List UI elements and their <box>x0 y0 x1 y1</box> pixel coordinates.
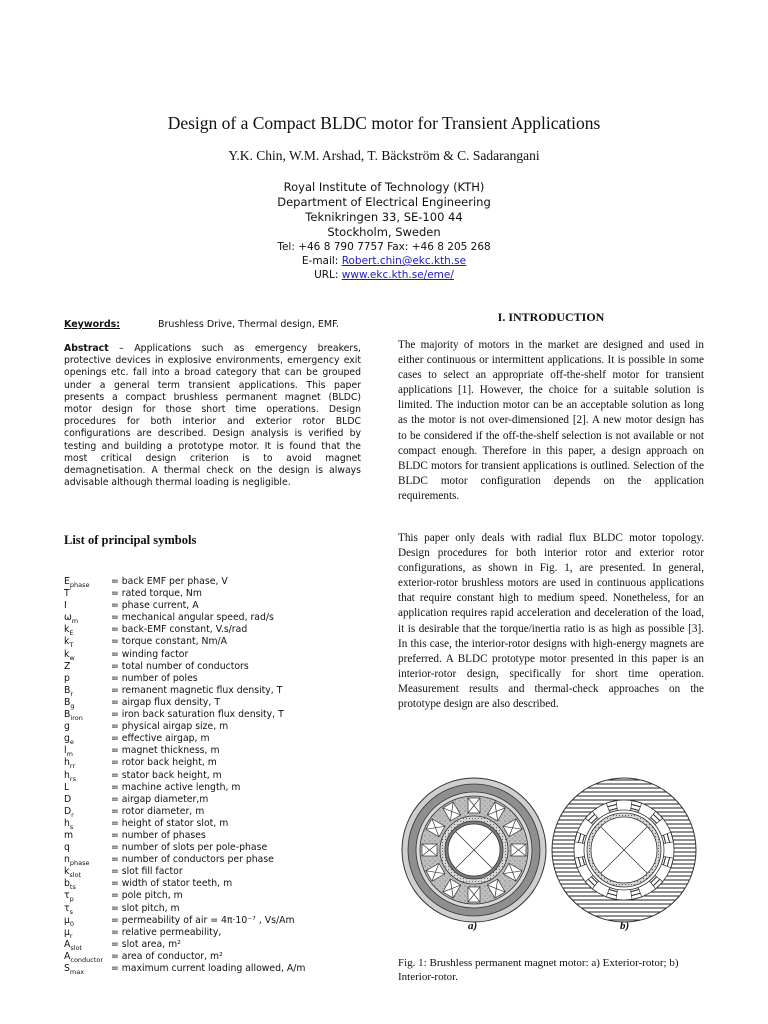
symbol-row <box>64 636 364 648</box>
symbol-main: Z <box>64 660 71 672</box>
url-link[interactable]: www.ekc.kth.se/eme/ <box>341 269 454 281</box>
symbol-description: = width of stator teeth, m <box>111 878 233 890</box>
exterior-rotor-motor <box>402 778 546 922</box>
institute: Royal Institute of Technology (KTH) <box>283 180 485 194</box>
intro-paragraph-2: This paper only deals with radial flux BLDC motor topology. Design procedures for both interior rotor and exterior rotor configurations, as shown in Fig. 1, are presented. In general, exterior-rotor brushless motors are used in continuous applications that require constant high to medium speed. Nonetheless, for an application requires rapid acceleration and deceleration of the load, it is desirable that the torque/inertia ratio is as high as possible [3]. In this case, the interior-rotor designs with high-energy magnets are preferred. A BLDC prototype motor presented in this paper is an interior-rotor design, specifically for short time operation. Measurement results and thermal-check approaches on the prototype design are also described. <box>398 532 704 711</box>
symbol-main: τ <box>64 902 70 914</box>
symbol-main: g <box>64 721 70 733</box>
symbol-row <box>64 576 364 588</box>
symbol-row <box>64 794 364 806</box>
symbol-row <box>64 757 364 769</box>
keywords-text: Brushless Drive, Thermal design, EMF. <box>158 319 340 330</box>
symbol-description: = airgap diameter,m <box>111 793 209 805</box>
symbol-main: E <box>64 576 70 587</box>
affiliation-block <box>0 180 768 282</box>
symbol-row <box>64 939 364 951</box>
symbol-main: h <box>64 769 70 781</box>
email-label: E-mail: <box>301 255 342 267</box>
symbol-subscript: g <box>70 701 75 710</box>
symbol-subscript: r <box>70 689 74 698</box>
symbol-description: = remanent magnetic flux density, T <box>111 684 283 696</box>
symbol-row <box>64 673 364 685</box>
symbol-main: b <box>64 878 70 890</box>
keywords <box>64 319 339 330</box>
symbol-main: p <box>64 672 70 684</box>
symbol-subscript: r <box>71 810 74 819</box>
symbol-main: m <box>64 829 74 841</box>
symbol-main: k <box>64 636 70 648</box>
symbol-main: g <box>64 733 70 745</box>
symbol-description: = area of conductor, m² <box>111 950 223 962</box>
symbol-description: = physical airgap size, m <box>111 721 229 733</box>
symbol-main: τ <box>64 890 70 902</box>
symbol-main: μ <box>64 914 70 926</box>
symbol-subscript: slot <box>69 871 82 880</box>
symbol-subscript: w <box>69 653 75 662</box>
symbol-description: = permeability of air = 4π·10⁻⁷ , Vs/Am <box>111 914 295 926</box>
symbol-row <box>64 963 364 975</box>
symbol-description: = iron back saturation flux density, T <box>111 709 284 721</box>
symbol-main: k <box>64 648 70 660</box>
symbol-row <box>64 709 364 721</box>
symbol-row <box>64 878 364 890</box>
symbol-row <box>64 649 364 661</box>
symbol <box>64 963 112 978</box>
symbol-row <box>64 890 364 902</box>
symbol-row <box>64 951 364 963</box>
symbol-description: = phase current, A <box>111 600 199 612</box>
symbol-description: = back EMF per phase, V <box>111 576 228 587</box>
symbol-row <box>64 745 364 757</box>
symbol-description: = relative permeability, <box>111 926 222 938</box>
figure-caption: Fig. 1: Brushless permanent magnet motor: a) Exterior-rotor; b) Interior-rotor. <box>398 957 679 983</box>
paper-authors: Y.K. Chin, W.M. Arshad, T. Bäckström & C. Sadarangani <box>228 148 540 163</box>
symbol-row <box>64 624 364 636</box>
symbol-row <box>64 733 364 745</box>
symbol-main: k <box>64 866 70 878</box>
symbol-row <box>64 721 364 733</box>
symbol-row <box>64 588 364 600</box>
intro-paragraph-1: The majority of motors in the market are designed and used in either continuous or intermittent applications. It is possible in some cases to select an appropriate off-the-shelf motor for transient applications [1]. However, the choice for a suitable solution is limited. The induction motor can be an acceptable solution as long as the motor is not over-dimensioned [2]. A new motor design has to be considered if the off-the-shelf selection is not available or not compact enough. Therefore in this paper, a design approach on BLDC motors for transient applications is outlined. Selection of the BLDC motor configuration depends on the application requirements. <box>398 339 704 502</box>
symbol-main: l <box>64 745 67 757</box>
symbol-row <box>64 661 364 673</box>
symbol-description: = slot pitch, m <box>111 902 180 914</box>
symbol-main: h <box>64 817 70 829</box>
symbols-list <box>64 576 364 975</box>
symbol-subscript: s <box>69 822 74 831</box>
symbol-description: = stator back height, m <box>111 769 222 781</box>
symbol-subscript: E <box>69 629 74 638</box>
symbol-row <box>64 770 364 782</box>
symbol-row <box>64 830 364 842</box>
symbol-subscript: T <box>69 641 74 650</box>
symbol-description: = number of conductors per phase <box>111 854 274 866</box>
symbol-row <box>64 600 364 612</box>
abstract-label: Abstract <box>64 343 109 354</box>
symbol-main: A <box>64 950 71 962</box>
motor-cross-sections <box>398 776 704 936</box>
symbol-subscript: s <box>69 907 73 916</box>
symbol-description: = maximum current loading allowed, A/m <box>111 963 306 974</box>
symbol-main: h <box>64 757 70 769</box>
symbol-row <box>64 903 364 915</box>
symbol-description: = magnet thickness, m <box>111 745 220 757</box>
department: Department of Electrical Engineering <box>277 195 491 209</box>
symbol-subscript: 0 <box>69 919 75 928</box>
url-line <box>0 268 768 282</box>
figure-1 <box>398 776 704 936</box>
symbol-main: D <box>64 805 72 817</box>
symbol-subscript: phase <box>69 580 90 589</box>
symbol-row <box>64 842 364 854</box>
figure-label-a: a) <box>468 920 478 932</box>
symbol-description: = airgap flux density, T <box>111 696 221 708</box>
symbol-description: = total number of conductors <box>111 660 249 672</box>
symbol-subscript: conductor <box>70 955 104 964</box>
symbol-description: = back-EMF constant, V.s/rad <box>111 624 248 636</box>
symbol-row <box>64 854 364 866</box>
symbol-main: I <box>64 600 67 612</box>
symbol-description: = winding factor <box>111 648 189 660</box>
symbol-subscript: max <box>69 967 85 976</box>
symbol-main: q <box>64 842 70 854</box>
email-link[interactable]: Robert.chin@ekc.kth.se <box>341 255 467 267</box>
symbol-subscript: rs <box>69 774 76 783</box>
symbol-description: = rotor diameter, m <box>111 805 205 817</box>
symbol-description: = rotor back height, m <box>111 757 217 769</box>
symbol-main: B <box>64 684 71 696</box>
symbol-subscript: e <box>69 738 74 747</box>
figure-label-b: b) <box>620 920 630 932</box>
symbol-main: D <box>64 793 72 805</box>
symbol-main: n <box>64 854 70 866</box>
symbol-main: B <box>64 696 71 708</box>
symbol-row <box>64 806 364 818</box>
symbol-main: μ <box>64 926 70 938</box>
symbol-description: = slot fill factor <box>111 866 183 878</box>
symbol-row <box>64 685 364 697</box>
keywords-label: Keywords: <box>64 319 121 330</box>
url-label: URL: <box>314 269 342 281</box>
symbol-description: = number of poles <box>111 672 198 684</box>
symbol-subscript: r <box>69 931 73 940</box>
symbol-row <box>64 612 364 624</box>
interior-rotor-motor <box>552 778 696 922</box>
symbol-main: B <box>64 709 71 721</box>
symbol-main: L <box>64 781 70 793</box>
symbol-subscript: phase <box>69 859 90 868</box>
symbol-subscript: iron <box>70 713 83 722</box>
email-line <box>0 254 768 268</box>
abstract-text: – Applications such as emergency breakers, protective devices in explosive environments, emergency exit openings etc. fall into a broad category that can be grouped under a general term transient applications. This paper presents a compact brushless permanent magnet (BLDC) motor design for those short time operations. Design procedures for both interior and exterior rotor BLDC configurations are described. Design analysis is verified by testing and building a prototype motor. It is found that the most critical design criterion is to avoid magnet demagnetisation. A thermal check on the design is always advisable although thermal loading is negligible. <box>64 343 361 489</box>
symbol-description: = machine active length, m <box>111 781 241 793</box>
symbol-subscript: slot <box>70 943 83 952</box>
symbol-row <box>64 927 364 939</box>
symbol-description: = number of phases <box>111 829 206 841</box>
symbol-main: k <box>64 624 70 636</box>
symbol-row <box>64 866 364 878</box>
symbol-subscript: m <box>66 750 73 759</box>
symbol-subscript: p <box>69 895 74 904</box>
abstract <box>64 343 361 489</box>
symbol-main: T <box>64 588 70 600</box>
symbol-subscript: rr <box>69 762 76 771</box>
symbol-row <box>64 697 364 709</box>
symbol-row <box>64 915 364 927</box>
symbol-main: A <box>64 938 71 950</box>
symbols-heading: List of principal symbols <box>64 533 197 547</box>
symbol-description: = rated torque, Nm <box>111 588 202 600</box>
introduction-heading: I. INTRODUCTION <box>497 310 605 324</box>
symbol-main: S <box>64 963 70 974</box>
symbol-description: = pole pitch, m <box>111 890 183 902</box>
paper-title: Design of a Compact BLDC motor for Transient Applications <box>167 113 601 133</box>
symbol-main: ω <box>64 612 72 624</box>
street-address: Teknikringen 33, SE-100 44 <box>305 210 463 224</box>
symbol-description: = torque constant, Nm/A <box>111 636 228 648</box>
symbol-description: = effective airgap, m <box>111 733 210 745</box>
symbol-row <box>64 782 364 794</box>
symbol-description: = mechanical angular speed, rad/s <box>111 612 274 624</box>
phone-fax: Tel: +46 8 790 7757 Fax: +46 8 205 268 <box>277 241 491 253</box>
symbol-subscript: m <box>71 617 79 626</box>
symbol-description: = height of stator slot, m <box>111 817 229 829</box>
symbol-subscript: ts <box>69 883 76 892</box>
symbol-description: = slot area, m² <box>111 938 181 950</box>
symbol-description: = number of slots per pole-phase <box>111 842 268 854</box>
city: Stockholm, Sweden <box>327 225 441 239</box>
symbol-row <box>64 818 364 830</box>
